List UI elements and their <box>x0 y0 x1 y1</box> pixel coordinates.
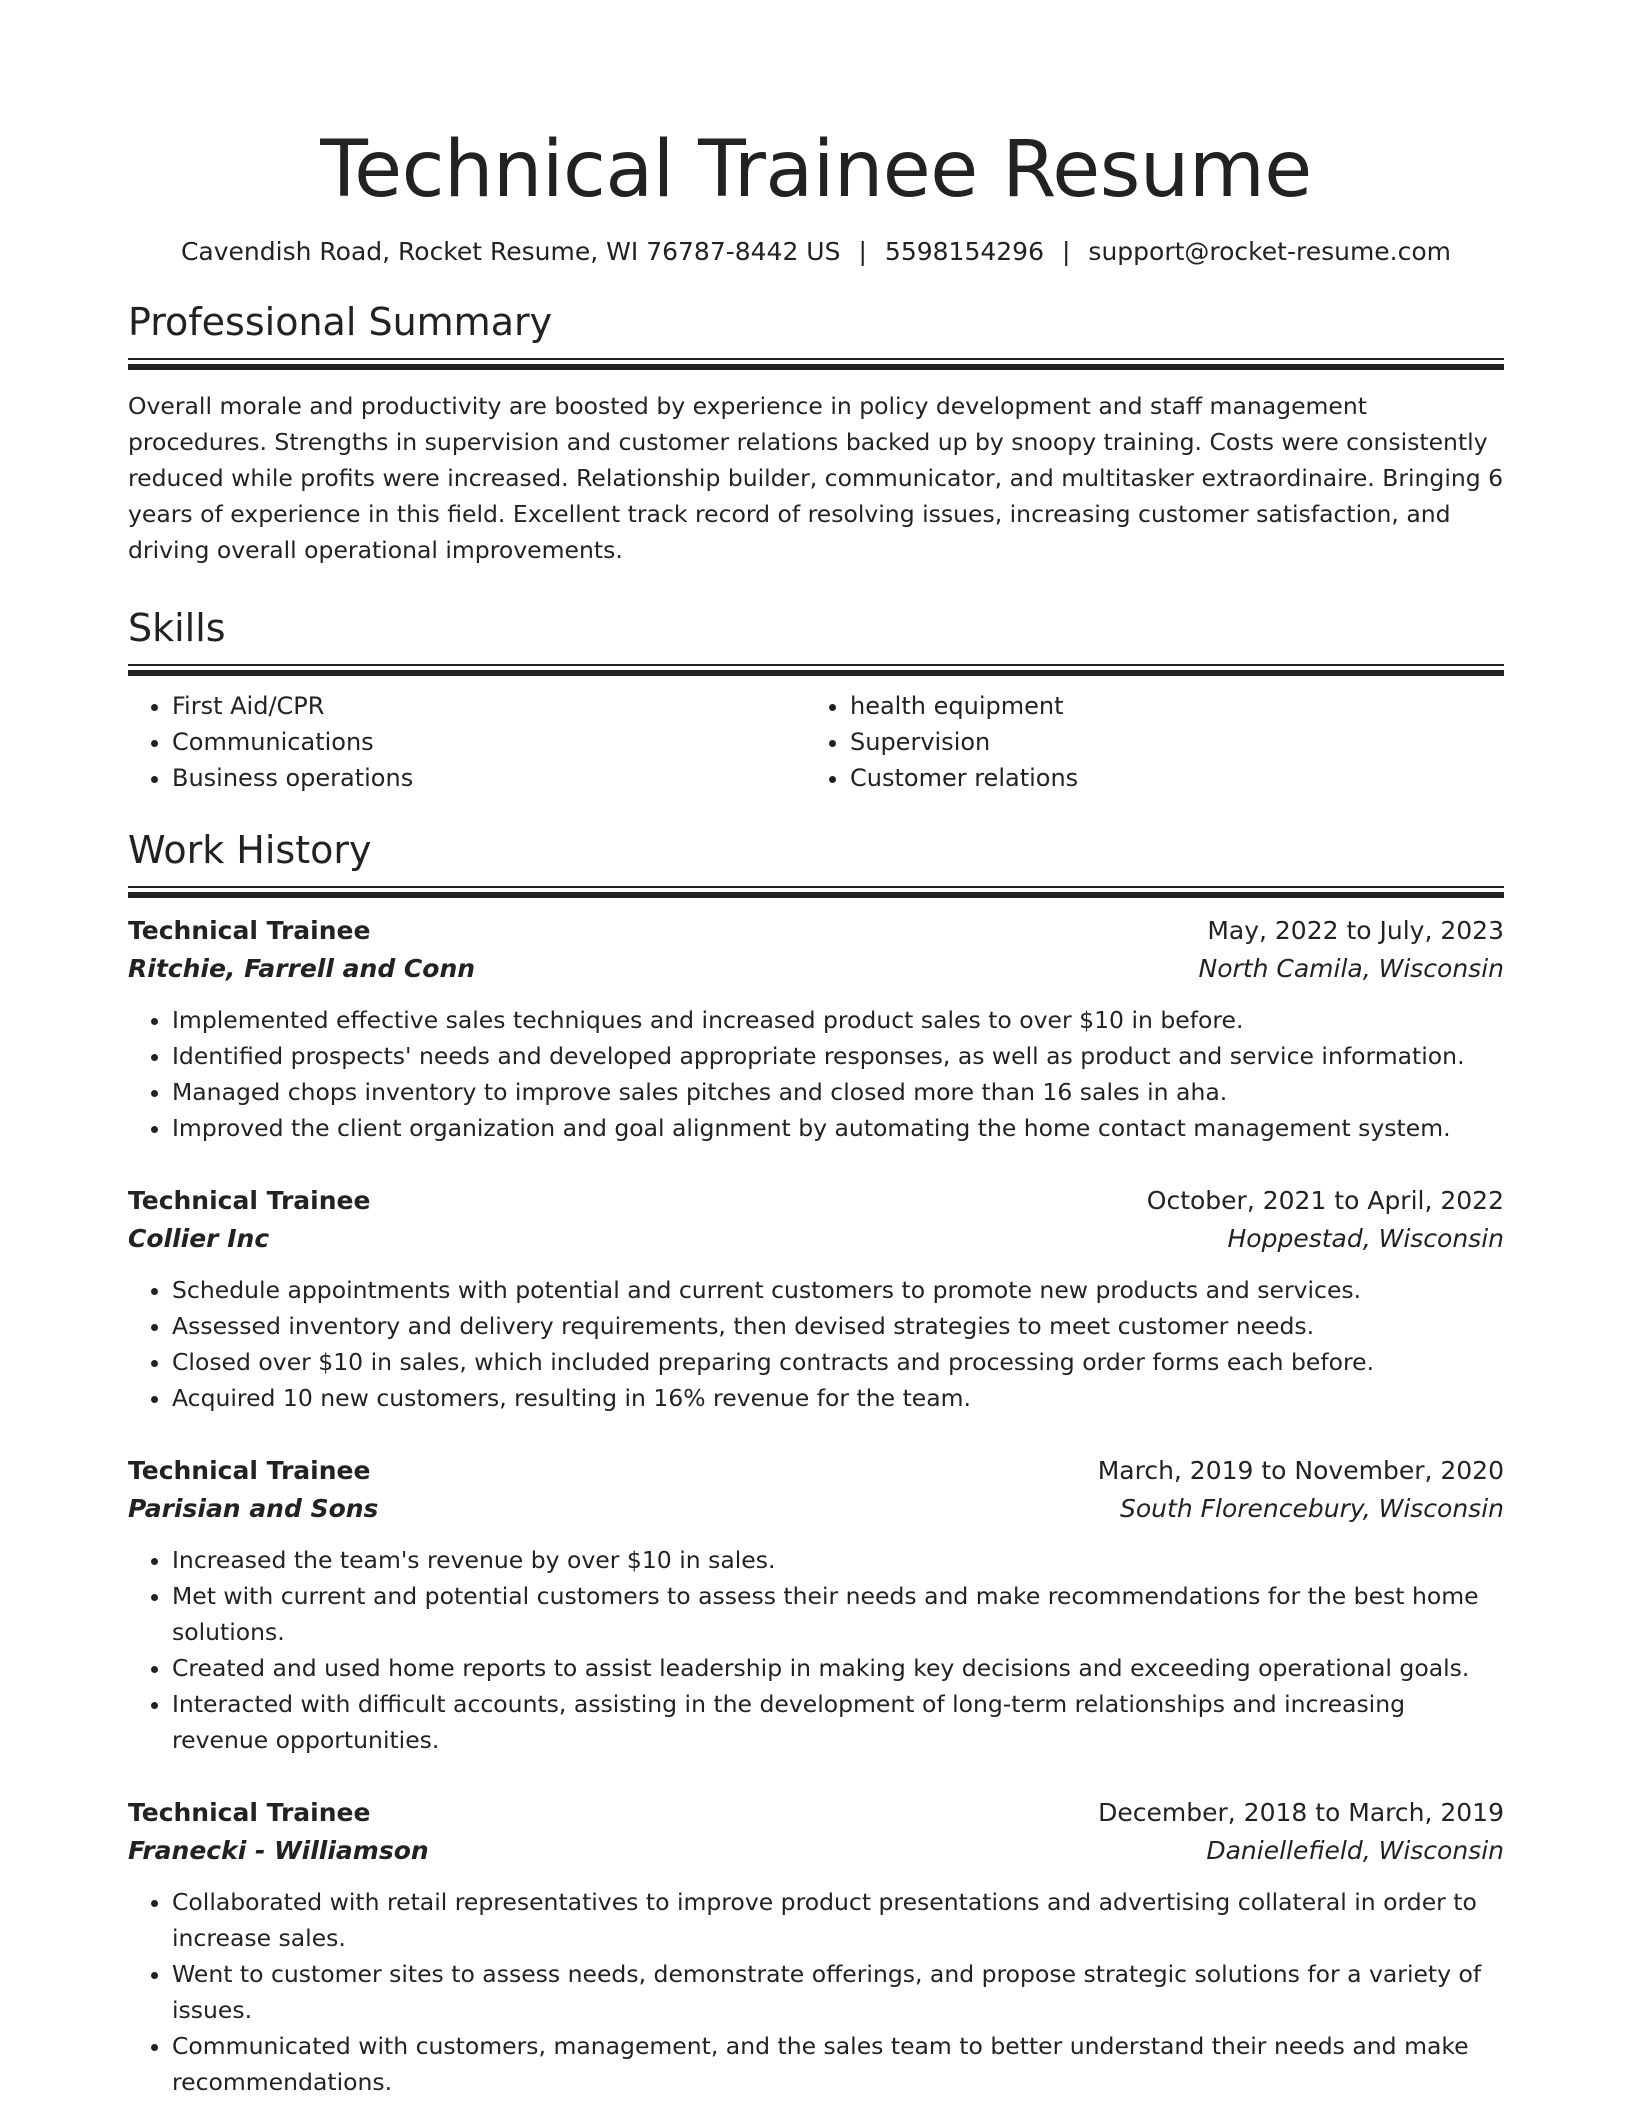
job-bullet: • Went to customer sites to assess needs, demonstrate offerings, and propose strategic solutions for a variety of issues. <box>172 1956 1504 2028</box>
work-history-section <box>128 826 1504 2100</box>
job-company-row <box>128 1832 1504 1870</box>
job-bullet: • Identified prospects' needs and developed appropriate responses, as well as product and service information. <box>172 1038 1504 1074</box>
job-bullet-list <box>128 1542 1504 1758</box>
job-bullet-list <box>128 1002 1504 1146</box>
job-bullet: • Improved the client organization and goal alignment by automating the home contact management system. <box>172 1110 1504 1146</box>
job-bullet: • Managed chops inventory to improve sales pitches and closed more than 16 sales in aha. <box>172 1074 1504 1110</box>
contact-email: support@rocket-resume.com <box>1088 237 1452 266</box>
job-entry <box>128 1794 1504 2100</box>
job-entry <box>128 912 1504 1146</box>
job-bullet: • Created and used home reports to assist leadership in making key decisions and exceeding operational goals. <box>172 1650 1504 1686</box>
resume-title: Technical Trainee Resume <box>320 125 1312 215</box>
skill-item: • Supervision <box>850 724 1484 760</box>
section-divider <box>128 886 1504 892</box>
section-heading-work-history: Work History <box>128 828 372 872</box>
skill-item: • health equipment <box>850 688 1484 724</box>
section-divider <box>128 664 1504 670</box>
contact-separator: | <box>858 237 867 266</box>
contact-address: Cavendish Road, Rocket Resume, WI 76787-8442 US <box>180 237 841 266</box>
job-company: Franecki - Williamson <box>128 1836 429 1865</box>
contact-separator: | <box>1061 237 1071 266</box>
job-title: Technical Trainee <box>128 916 371 945</box>
job-header-row <box>128 1182 1504 1220</box>
job-company-row <box>128 950 1504 988</box>
job-location: South Florencebury, Wisconsin <box>1120 1494 1504 1523</box>
job-bullet: • Interacted with difficult accounts, assisting in the development of long-term relationships and increasing revenue opportunities. <box>172 1686 1504 1758</box>
job-company-row <box>128 1220 1504 1258</box>
job-location: Hoppestad, Wisconsin <box>1227 1224 1504 1253</box>
job-bullet: • Closed over $10 in sales, which included preparing contracts and processing order forms each before. <box>172 1344 1504 1380</box>
section-heading-skills: Skills <box>128 606 226 650</box>
skills-section <box>128 604 1504 796</box>
job-bullet-list <box>128 1884 1504 2100</box>
section-divider <box>128 358 1504 364</box>
skill-item: • Customer relations <box>850 760 1484 796</box>
job-bullet: • Collaborated with retail representatives to improve product presentations and advertising collateral in order to increase sales. <box>172 1884 1504 1956</box>
job-entry <box>128 1452 1504 1758</box>
contact-phone: 5598154296 <box>884 237 1044 266</box>
job-dates: March, 2019 to November, 2020 <box>1097 1456 1504 1485</box>
job-title: Technical Trainee <box>128 1186 371 1215</box>
section-heading-summary: Professional Summary <box>128 300 553 344</box>
job-bullet: • Increased the team's revenue by over $10 in sales. <box>172 1542 1504 1578</box>
job-company-row <box>128 1490 1504 1528</box>
job-bullet: • Communicated with customers, management, and the sales team to better understand their needs and make recommendations. <box>172 2028 1504 2100</box>
skill-item: • First Aid/CPR <box>172 688 806 724</box>
job-header-row <box>128 1452 1504 1490</box>
job-company: Ritchie, Farrell and Conn <box>128 954 476 983</box>
summary-text: Overall morale and productivity are boosted by experience in policy development and staff management procedures. Strengths in supervision and customer relations backed up by snoopy training. Costs were consistently reduced while profits were increased. Relationship builder, communicator, and multitasker extraordinaire. Bringing 6 years of experience in this field. Excellent track record of resolving issues, increasing customer satisfaction, and driving overall operational improvements. <box>128 392 1504 564</box>
job-title: Technical Trainee <box>128 1798 371 1827</box>
job-bullet: • Acquired 10 new customers, resulting in 16% revenue for the team. <box>172 1380 1504 1416</box>
job-company: Parisian and Sons <box>128 1494 379 1523</box>
job-bullet: • Assessed inventory and delivery requirements, then devised strategies to meet customer needs. <box>172 1308 1504 1344</box>
job-dates: May, 2022 to July, 2023 <box>1207 916 1504 945</box>
professional-summary-section <box>128 298 1504 568</box>
skills-column-right <box>806 688 1484 796</box>
skills-grid <box>128 688 1504 796</box>
job-location: Daniellefield, Wisconsin <box>1206 1836 1504 1865</box>
job-header-row <box>128 1794 1504 1832</box>
job-bullet-list <box>128 1272 1504 1416</box>
job-location: North Camila, Wisconsin <box>1198 954 1504 983</box>
job-company: Collier Inc <box>128 1224 270 1253</box>
skill-item: • Communications <box>172 724 806 760</box>
job-bullet: • Implemented effective sales techniques and increased product sales to over $10 in before. <box>172 1002 1504 1038</box>
contact-line <box>128 236 1504 268</box>
job-dates: December, 2018 to March, 2019 <box>1098 1798 1504 1827</box>
job-title: Technical Trainee <box>128 1456 371 1485</box>
job-entry <box>128 1182 1504 1416</box>
resume-page <box>128 0 1504 2100</box>
skill-item: • Business operations <box>172 760 806 796</box>
job-bullet: • Met with current and potential customers to assess their needs and make recommendations for the best home solutions. <box>172 1578 1504 1650</box>
job-header-row <box>128 912 1504 950</box>
job-bullet: • Schedule appointments with potential and current customers to promote new products and services. <box>172 1272 1504 1308</box>
job-dates: October, 2021 to April, 2022 <box>1146 1186 1504 1215</box>
skills-column-left <box>128 688 806 796</box>
